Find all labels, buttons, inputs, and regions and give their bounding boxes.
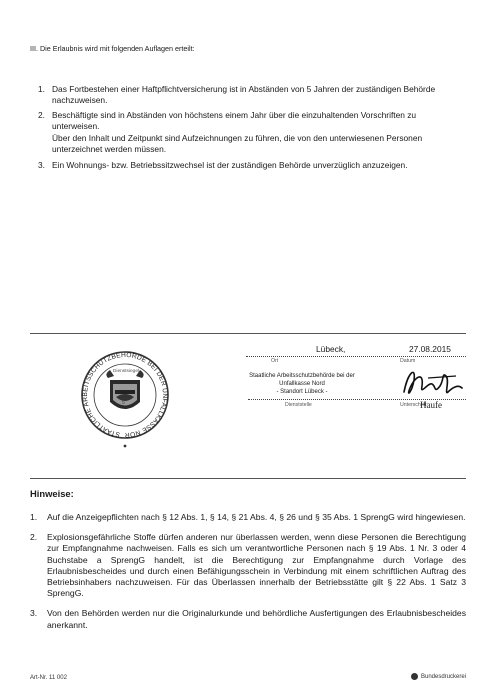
place: Lübeck, <box>316 344 346 354</box>
list-item <box>38 160 458 171</box>
item-text: Das Fortbestehen einer Haftpflichtversicherung ist in Abständen von 5 Jahren der zuständigen Behörde nachzuweisen. <box>52 84 436 105</box>
item-number: 3. <box>30 608 38 619</box>
item-text-continued: Über den Inhalt und Zeitpunkt sind Aufzeichnungen zu führen, die von den unterwiesenen Personen unterzeichnet werden müssen. <box>52 133 423 154</box>
seal-number: 5 <box>122 400 125 406</box>
date: 27.08.2015 <box>409 344 451 354</box>
printer-mark <box>411 673 466 680</box>
official-seal <box>80 350 170 458</box>
handwritten-signature <box>398 362 466 402</box>
hinweise-title: Hinweise: <box>30 488 74 499</box>
list-item <box>38 84 458 105</box>
list-item <box>30 512 466 523</box>
auflagen-list <box>38 84 458 175</box>
item-text: Beschäftigte sind in Abständen von höchstens einem Jahr über die einzuhaltenden Vorschriften zu unterweisen. <box>52 110 417 131</box>
item-number: 3. <box>38 159 45 170</box>
list-item <box>30 532 466 599</box>
hinweise-list <box>30 512 466 640</box>
item-text: Ein Wohnungs- bzw. Betriebssitzwechsel ist der zuständigen Behörde unverzüglich anzuzeigen. <box>52 159 408 170</box>
item-number: 2. <box>38 110 45 121</box>
article-number: Art-Nr. 11 002 <box>30 675 67 681</box>
item-text: Von den Behörden werden nur die Originalurkunde und behördliche Ausfertigungen des Erlaubnisbescheides anerkannt. <box>47 608 466 630</box>
authority-line: Staatliche Arbeitsschutzbehörde bei der <box>249 373 355 379</box>
datum-label: Datum <box>400 358 416 364</box>
item-number: 1. <box>30 512 38 522</box>
divider <box>30 333 466 334</box>
divider <box>30 478 466 479</box>
printer-name: Bundesdruckerei <box>421 673 467 680</box>
section-heading: III. Die Erlaubnis wird mit folgenden Auflagen erteilt: <box>30 44 195 53</box>
authority-line: - Standort Lübeck - <box>276 389 328 395</box>
svg-text:STAATLICHE ARBEITSSCHUTZBEHÖRD: STAATLICHE ARBEITSSCHUTZBEHÖRDE BEI DER UNFALLKASSE NOR <box>82 351 169 439</box>
signer-name: Haufe <box>420 400 442 410</box>
dienststelle-label: Dienststelle <box>285 402 312 408</box>
list-item <box>38 110 458 154</box>
authority-stamp <box>247 372 357 396</box>
item-number: 2. <box>30 532 38 543</box>
seal-image <box>80 350 170 458</box>
seal-label: Dienstsiegel <box>112 369 140 374</box>
list-item <box>30 608 466 630</box>
ort-label: Ort <box>271 358 279 364</box>
ort-datum-line <box>246 356 466 357</box>
eagle-icon <box>411 673 418 680</box>
unterschrift-label: Unterschrift <box>400 402 427 408</box>
authority-line: Unfallkasse Nord <box>279 381 325 387</box>
item-text: Auf die Anzeigepflichten nach § 12 Abs. 1, § 14, § 21 Abs. 4, § 26 und § 35 Abs. 1 SprengG wird hingewiesen. <box>47 512 466 522</box>
item-text: Explosionsgefährliche Stoffe dürfen anderen nur überlassen werden, wenn diese Personen die Berechtigung zur Empfangnahme nachweisen. Falls es sich um verantwortliche Personen nach § 19 Abs. 1 Nr. 3 oder 4 Buchstabe a SprengG handelt, ist die Berechtigung zur Empfangnahme durch Vorlage des Erlaubnisbescheides und durch einen Befähigungsschein in Verbindung mit einem schriftlichen Auftrag des Betriebsinhabers nachzuweisen. Für das Überlassen innerhalb der Betriebsstätte gilt § 22 Abs. 1 Satz 3 SprengG. <box>47 532 466 599</box>
item-number: 1. <box>38 84 45 94</box>
